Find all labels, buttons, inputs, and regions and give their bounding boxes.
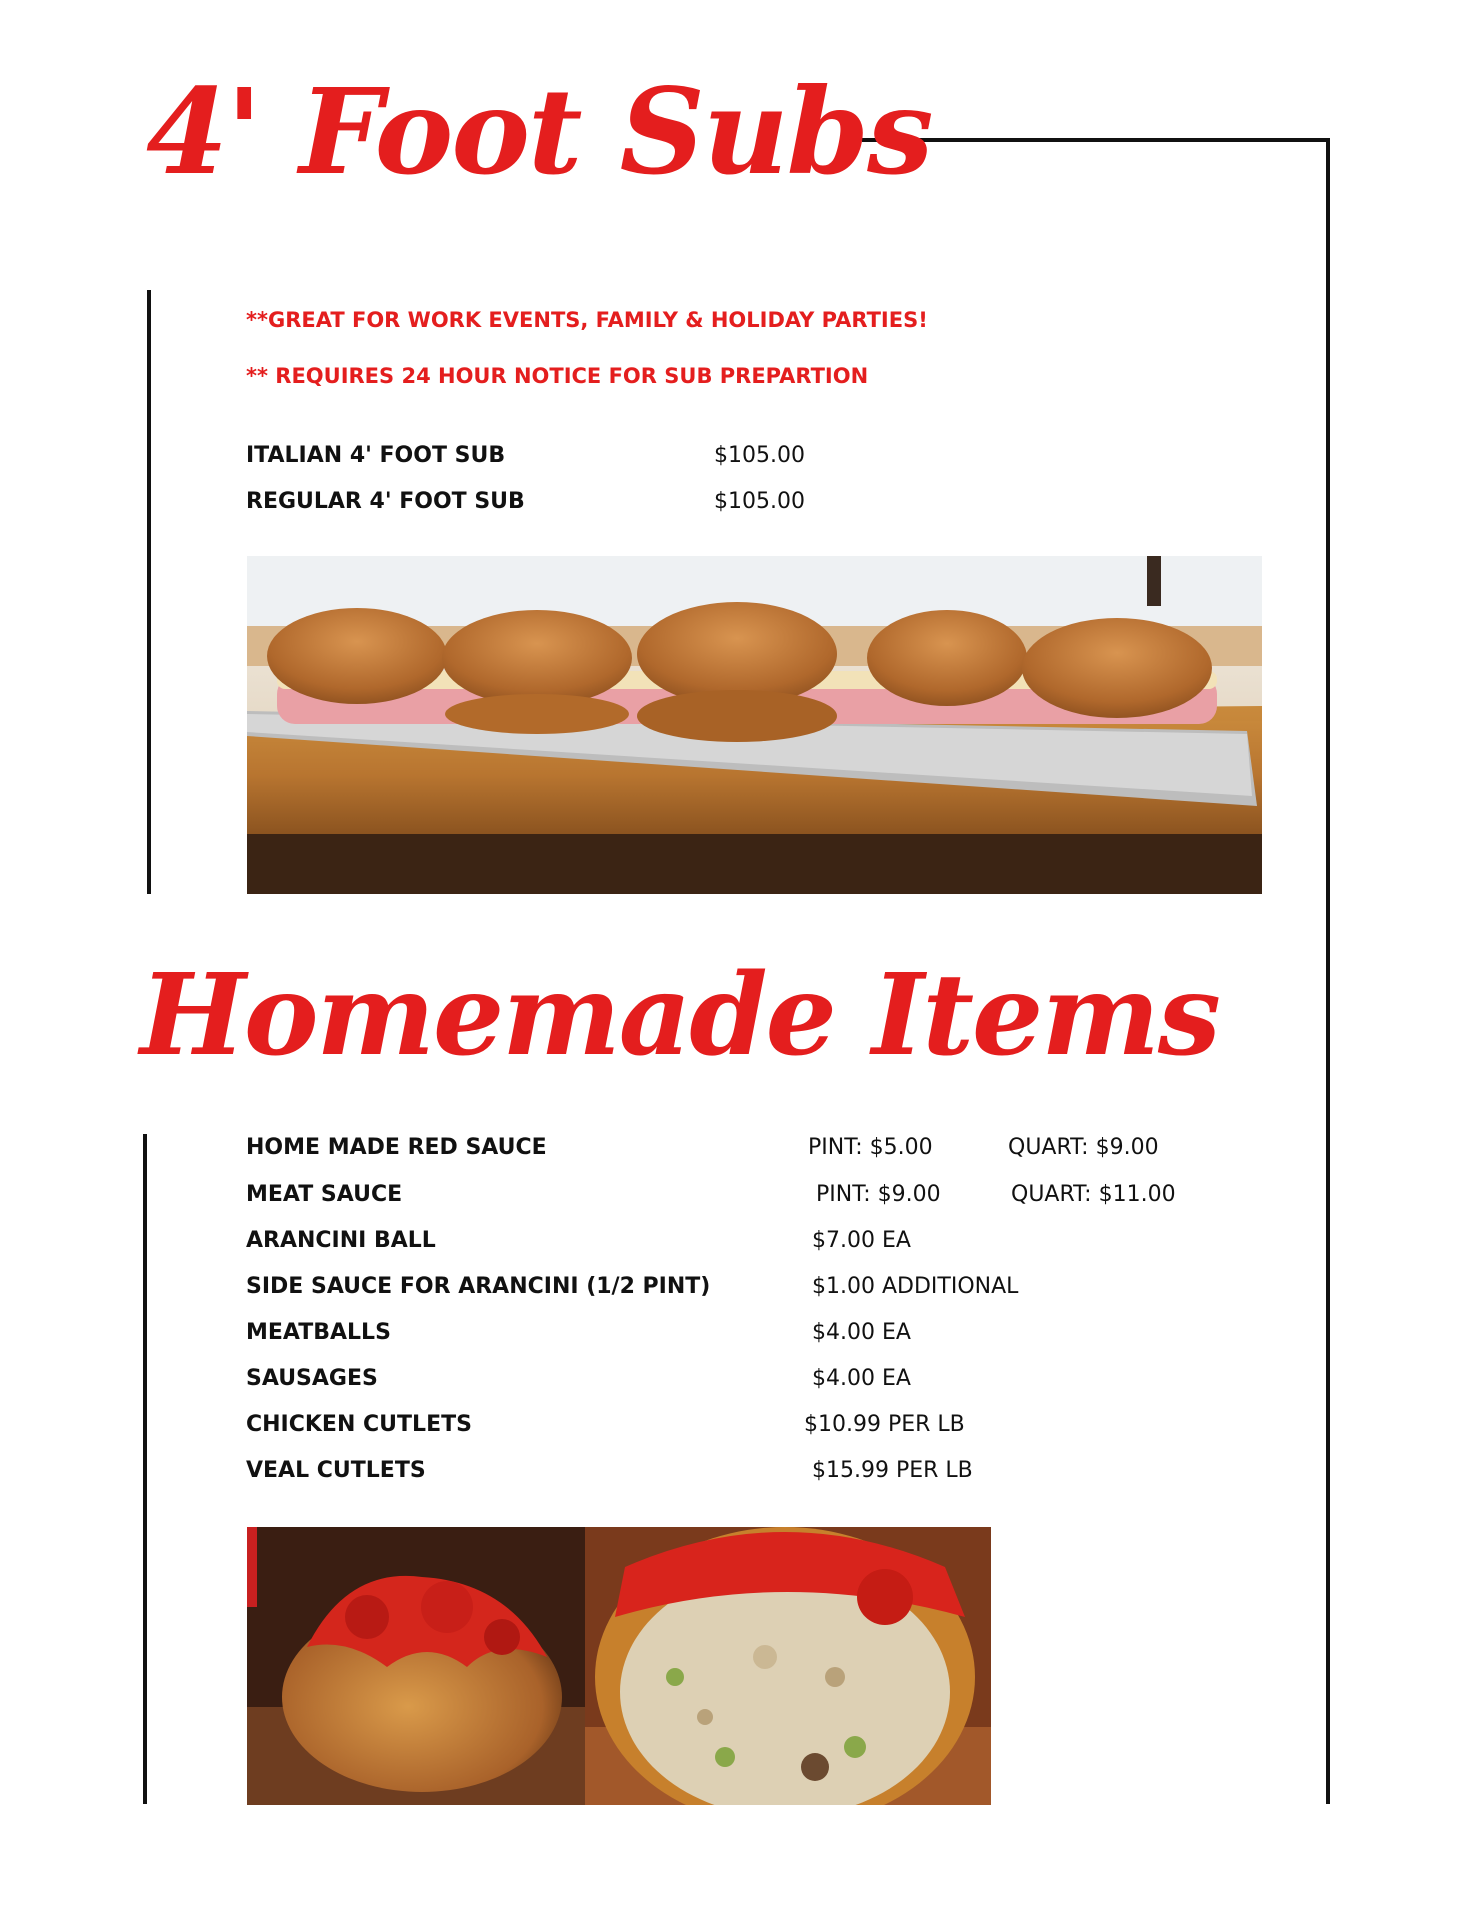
arancini-cut-photo — [585, 1527, 991, 1805]
homemade-item-price: $10.99 PER LB — [804, 1412, 965, 1437]
homemade-item-price: $4.00 EA — [812, 1366, 911, 1391]
homemade-item-name: CHICKEN CUTLETS — [246, 1412, 472, 1437]
homemade-item-name: ARANCINI BALL — [246, 1228, 436, 1253]
homemade-item-name: SAUSAGES — [246, 1366, 378, 1391]
notice-events: **GREAT FOR WORK EVENTS, FAMILY & HOLIDAY PARTIES! — [246, 308, 928, 332]
top-frame-line — [862, 138, 1330, 142]
homemade-item-price: PINT: $5.00 — [808, 1135, 933, 1160]
arancini-whole-photo — [247, 1527, 585, 1805]
homemade-item-price: $1.00 ADDITIONAL — [812, 1274, 1019, 1299]
four-foot-sub-photo — [247, 556, 1262, 894]
homemade-item-name: VEAL CUTLETS — [246, 1458, 426, 1483]
homemade-left-bar — [143, 1134, 147, 1804]
homemade-item-name: SIDE SAUCE FOR ARANCINI (1/2 PINT) — [246, 1274, 711, 1299]
homemade-item-name: MEAT SAUCE — [246, 1182, 403, 1207]
sub-item-price: $105.00 — [714, 489, 805, 514]
right-frame-line — [1326, 138, 1330, 1804]
homemade-item-price-quart: QUART: $9.00 — [1008, 1135, 1159, 1160]
sub-item-price: $105.00 — [714, 443, 805, 468]
homemade-item-price: PINT: $9.00 — [816, 1182, 941, 1207]
homemade-item-price-quart: QUART: $11.00 — [1011, 1182, 1176, 1207]
sub-item-name: REGULAR 4' FOOT SUB — [246, 489, 525, 514]
sub-item-name: ITALIAN 4' FOOT SUB — [246, 443, 506, 468]
notice-24-hour: ** REQUIRES 24 HOUR NOTICE FOR SUB PREPARTION — [246, 364, 869, 388]
subs-left-bar — [147, 290, 151, 894]
subs-title: 4' Foot Subs — [146, 62, 932, 201]
homemade-title: Homemade Items — [140, 950, 1219, 1081]
homemade-item-price: $15.99 PER LB — [812, 1458, 973, 1483]
homemade-item-price: $7.00 EA — [812, 1228, 911, 1253]
homemade-item-price: $4.00 EA — [812, 1320, 911, 1345]
homemade-item-name: MEATBALLS — [246, 1320, 391, 1345]
homemade-item-name: HOME MADE RED SAUCE — [246, 1135, 547, 1160]
